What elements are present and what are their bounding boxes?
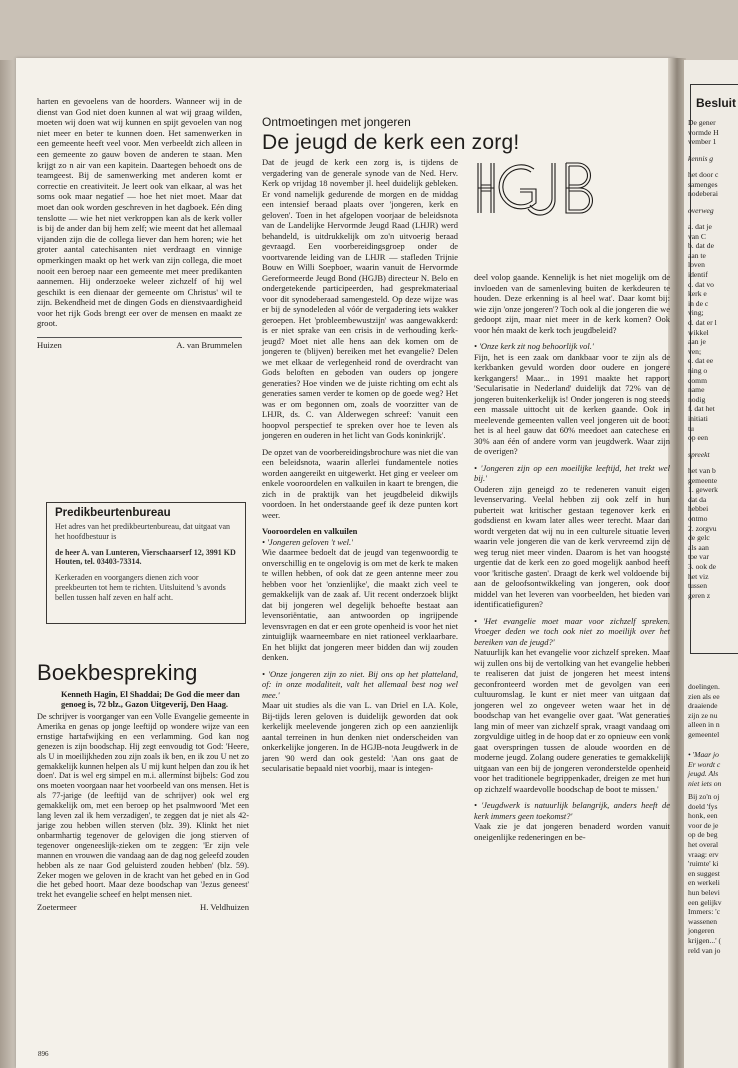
right-page-line: Er wordt c: [688, 759, 721, 769]
article-headline: De jeugd de kerk een zorg!: [262, 131, 520, 154]
predikbeurten-box: [46, 502, 246, 624]
article-intro-paragraph: Dat de jeugd de kerk een zorg is, is tijdens de vergadering van de generale synode van de Ned. Herv. Kerk op vrijdag 18 november jl. heel duidelijk gebleken. Er vond namelijk gedurende de morgen en de middag een intensief beraad plaats over 'jongeren, kerk en geloven'. Toen in het afgelopen voorjaar de beleidsnota van de Landelijke Hervormde Jeugd Raad (LHJR) werd behandeld, is uitdrukkelijk om zo'n uitvoerig beraad gevraagd. Een voorbereidingsgroep onder de voortvarende leiding van de LHJR — stafleden Trijnie Bouw en Willi Soepboer, waarin vanuit de Hervormde Gereformeerde Jeugd Bond (HGJB) directeur N. Belo en ondergetekende participeerden, had gesprekmateriaal voor dit synodeberaad samengesteld. Op deze wijze was er bij de synodeleden al vóór de vergadering iets wakker geroepen. Het 'probleembewustzijn' was aangewakkerd: is er niet sprake van een crisis in de verhouding kerk-jeugd? Moet niet alle hens aan dek komen om de jongeren te (blijven) bereiken met het evangelie? Delen we met elkaar de verlegenheid rond de overdracht van Gods beloften en geboden van ouders op jongere generaties? Hoe vinden we de juiste richting om echt als generaties samen verder te komen op de goede weg? Het was er om begonnen om, zoals de voorzitter van de LHJR, ds. C. van Alderwegen schreef: 'vanuit een hoopvol perspectief te spreken over hoe te leven als jongeren en ouderen in het licht van Gods koninkrijk'.: [262, 157, 458, 440]
article-paragraph: Fijn, het is een zaak om dankbaar voor te zijn als de kerkbanken gevuld worden door oudere en jongere kerkgangers! Maar... in 1991 maakte het rapport 'Secularisatie in Nederland' duidelijk dat 72% van de jongeren buitenkerkelijk is! Onder jongeren is nog steeds een massale uittocht uit de kerken gaande. Ook in meelevende gemeenten vallen veel jongeren uit de boot: het is al heel gauw dat 60% meedoet aan catechese en 30% aan één of andere vorm van jeugdwerk. Waar zijn de overigen?: [474, 351, 670, 456]
right-page-line: 1. gewerk: [688, 485, 718, 495]
predikbeurten-note: Kerkeraden en voorgangers dienen zich voor preekbeurten tot hem te richten. Uitsluitend 's avonds bellen tussen half zeven en half acht.: [55, 573, 226, 602]
right-page-line: voor de je: [688, 820, 719, 830]
right-page-line: identif: [688, 270, 708, 279]
prejudice-quote: • 'Onze jongeren zijn zo niet. Bij ons op het platteland, of: in onze modaliteit, valt het allemaal best nog wel mee.': [262, 668, 458, 700]
review-author: H. Veldhuizen: [199, 902, 249, 913]
right-page-line: vember 1: [688, 137, 717, 147]
right-page-line: ving;: [688, 308, 704, 318]
previous-article-signature: [37, 337, 242, 350]
right-page-line: c. dat vo: [688, 279, 714, 289]
right-page-line: kennis g: [688, 154, 714, 163]
right-page-line: draaiende: [688, 701, 718, 711]
right-page-line: aan je: [688, 337, 706, 347]
right-page-line: spreekt: [688, 450, 710, 459]
right-page-line: f. dat het: [688, 404, 715, 414]
right-page-line: 2. zorgvu: [688, 523, 717, 533]
right-page-fragment: [684, 60, 738, 1068]
right-page-line: op een: [688, 433, 709, 443]
right-page-line: jeugd. Als: [688, 769, 719, 779]
right-page-line: doeld 'fys: [688, 801, 718, 811]
right-page-line: alleen in n: [688, 720, 720, 730]
right-page-line: loven: [688, 260, 705, 270]
right-page-line: gemeentel: [688, 730, 720, 739]
right-page-line: a. dat je: [688, 222, 712, 231]
right-page-line: Immers: 'c: [688, 907, 720, 917]
right-page-line: honk, een: [688, 811, 718, 821]
hgjb-logo: [474, 159, 594, 217]
book-review-text: De schrijver is voorganger van een Volle Evangelie gemeente in Amerika en genas op jonge leeftijd op wondere wijze van een ernstige hartafwijking en een verlamming. God kan nog genezen is zijn boodschap. Hij zegt eenvoudig tot God: 'Heere, als U in moeilijkheden zou zijn zoals ik ben, en ik zou U net zo gemakkelijk kunnen helpen als U mij kunt helpen dan zou ik het doen'. Dat is wel erg simpel en m.i. allermínst bijbels: God zou ons moeten voorgaan naar het voorbeeld van ons mensen. Het is als 77-jarige (de leeftijd van de schrijver) ook wel erg gemakkelijk om, met een beroep op het psalmwoord 'Met een lang leven zal ik hem verzadigen', te zeggen dat je niet als 42-jarige zou hebben willen sterven (blz. 39). Klinkt het niet onbarmhartig tegenover de gelovigen die jong stierven of tegenover ongeneeslijk-zieken om te zeggen: 'Er zijn vele mannen en vrouwen die vandaag aan de dag nog geleefd zouden hebben als ze naar God geluisterd zouden hebben' (blz. 59). Zeker mogen we geloven in de kracht van het gebed en in God die het gebed hoort. Maar deze boodschap van 'Jezus geneest' trekt het evangelie scheef en helpt mensen niet.: [37, 712, 249, 900]
article-column-1: [262, 157, 458, 774]
right-page-line: gemeente: [688, 475, 718, 485]
prejudice-quote: • 'Jongeren zijn op een moeilijke leeftijd, het trekt wel bij.': [474, 462, 670, 483]
article-paragraph: deel volop gaande. Kennelijk is het niet mogelijk om de invloeden van de samenleving buiten de kerkdeuren te houden. Deze erkenning is al heel wat'. Daar komt bij: wie zijn 'onze jongeren'? Toch ook al die jongeren die we gedoopt zijn, maar niet meer in de kerk komen? Ook voor hén maakt de kerk toch jeugdbeleid?: [474, 272, 670, 335]
right-page-line: tu: [688, 423, 694, 433]
right-page-line: tussen: [688, 581, 707, 591]
right-page-line: De gener: [688, 118, 716, 127]
right-page-line: jongeren: [688, 926, 715, 936]
right-page-line: ontmo: [688, 514, 708, 523]
article-paragraph: Ouderen zijn geneigd zo te redeneren vanuit eigen levenservaring. Veelal hebben zij ook zelf in hun puberteit wat kritischer gestaan tegenover kerk en godsdienst en kwam later alles weer terecht. Maar dan wordt vergeten dat wij nu in een culturele situatie leven waarin vele jongeren die van de kerk vervreemd zijn de weg terug niet meer vinden. Daarom is het van hoogste urgentie dat de kerk een zo goed mogelijk aanbod heeft voor 'kritische gasten'. Draagt de kerk wel voldoende bij aan de geloofsontwikkeling van jongeren, ook door middel van het leveren van voorbeelden, het bieden van identificatiefiguren?: [474, 483, 670, 609]
book-reference: Kenneth Hagin, El Shaddai; De God die meer dan genoeg is, 72 blz., Gazon Uitgeverij, Den Haag.: [61, 690, 240, 709]
article-paragraph: De opzet van de voorbereidingsbrochure was niet die van een beleidsnota, waarin allerlei fundamentele noties worden aangereikt en uitgewerkt. Het ging er veeleer om enkele vooroordelen en valkuilen in kaart te brengen, die zich in de praktijk van het jeugdbeleid dikwijls voordoen. In het onderstaande geef ik deze punten kort weer.: [262, 446, 458, 520]
right-page-line: nodig: [688, 394, 706, 404]
right-page-line: • 'Maar jo: [688, 750, 719, 759]
right-page-line: d. dat er l: [688, 318, 717, 327]
right-page-line: ning o: [688, 366, 708, 375]
right-page-line: samenges: [688, 179, 718, 189]
right-page-line: reld van jo: [688, 945, 721, 955]
right-page-line: vraag: erv: [688, 849, 719, 859]
right-page-line: en suggest: [688, 868, 720, 878]
right-page-line: een gelijkv: [688, 897, 722, 907]
article-paragraph: Maar uit studies als die van L. van Driel en I.A. Kole, Bij-tijds leren geloven is duidelijk geworden dat ook kerkelijk meelevende jongeren zich op een aanzienlijk aantal terreinen in hun denken niet onderscheiden van onkerkelijke jongeren. In de HGJB-nota Jeugdwerk in de jaren '90 werd dan ook gesteld: 'Aan ons gaat de secularisatie bepaald niet voorbij, maar is integen-: [262, 700, 458, 773]
boekbespreking-section: [37, 660, 249, 912]
predikbeurten-title: Predikbeurtenbureau: [55, 507, 171, 519]
right-page-line: wassenen: [688, 916, 718, 926]
right-page-line: niet iets on: [688, 778, 722, 788]
article-subheading: Vooroordelen en valkuilen: [262, 526, 358, 536]
previous-article-text: harten en gevoelens van de hoorders. Wanneer wij in de dienst van God niet doen kunnen al wat wij graag wilden, moeten wij doen wat wij kunnen en spijt gevoelen van nog niet meer en beter te kunnen doen. Het samenwerken in een gemeente heeft veel voor. Men verbeeldt zich alleen in een gemeente zo gauw boven de anderen te staan. Men krijgt zo n air van een kapitein. Daartegen behoedt ons de teamgeest. Bij de samenwerking met anderen komt er correctie en creativiteit. Je leert ook van elkaar, al was het soms ook maar negatief — hoe het niet moet. Maar dat moet dan ook worden geschreven in het dagboek. Eén ding tenslotte — wie het niet verkroppen kan als de kerk voller is bij de ander dan bij hem zelf; wie meent dat het allemaal vijanden zijn die de collega liever dan hem horen; wie het groter aantal catechisanten niet verdraagt en vinnige opmerkingen maakt op het werk van zijn collega, die moet nooit een beroep naar een gemeente met meer predikanten aannemen. Hij onderzoeke weleer zichzelf of hij wel geschikt is een dienaar der gemeente om Christus' wil te zijn. Bekendheid met de dingen Gods en dienstvaardigheid voor het rijk Gods brengt eer over de mensen en maakt ze groot.: [37, 96, 242, 329]
right-page-line: wikkel: [688, 327, 709, 337]
prejudice-quote: • 'Het evangelie moet maar voor zichzelf spreken. Vroeger deden we toch ook niet zo moeilijk over het bereiken van de jeugd?': [474, 615, 670, 647]
predikbeurten-address: de heer A. van Lunteren, Vierschaarserf 12, 3991 KD Houten, tel. 03403-73314.: [55, 547, 236, 567]
article-column-2: [474, 272, 670, 842]
right-page-line: hebbei: [688, 504, 709, 514]
right-page-line: ven;: [688, 346, 702, 356]
right-page-line: het door c: [688, 170, 719, 179]
prejudice-quote: • 'Jeugdwerk is natuurlijk belangrijk, anders heeft de kerk immers geen toekomst?': [474, 800, 670, 821]
right-page-line: toe var: [688, 552, 709, 562]
previous-article-column: [37, 96, 242, 350]
right-page-line: comm: [688, 375, 707, 385]
right-page-line: Bij zo'n oj: [688, 792, 720, 801]
right-page-line: zijn ze nu: [688, 710, 718, 720]
right-page-line: vormde H: [688, 127, 719, 137]
article-paragraph: Vaak zie je dat jongeren benaderd worden vanuit oneigenlijke redeneringen en be-: [474, 821, 670, 842]
signature-author: A. van Brummelen: [176, 340, 242, 351]
signature-place: Huizen: [37, 340, 62, 351]
right-page-line: 3. ook de: [688, 562, 717, 571]
right-page-line: dat da: [688, 494, 707, 504]
right-page-line: overweg: [688, 206, 714, 215]
page-number: 896: [38, 1050, 49, 1058]
right-page-line: krijgen...' (: [688, 936, 722, 945]
boekbespreking-title: Boekbespreking: [37, 660, 198, 685]
right-page-line: van C: [688, 231, 706, 241]
right-page-line: b. dat de: [688, 241, 714, 251]
right-page-line: op de beg: [688, 830, 718, 840]
right-page-line: kerk e: [688, 289, 707, 299]
book-review-signature: [37, 902, 249, 912]
right-page-line: als aan: [688, 542, 709, 552]
right-page-line: in de c: [688, 298, 709, 308]
right-page-line: name: [688, 385, 705, 395]
right-page-line: initiati: [688, 414, 708, 423]
right-page-line: en werkeli: [688, 878, 720, 888]
predikbeurten-intro: Het adres van het predikbeurtenbureau, dat uitgaat van het hoofdbestuur is: [55, 522, 231, 541]
right-page-line: aan te: [688, 250, 706, 260]
review-place: Zoetermeer: [37, 902, 77, 913]
scan-top-edge: [0, 0, 738, 60]
right-page-line: doelingen.: [688, 682, 720, 691]
resolution-title: Besluit: [696, 96, 737, 110]
right-page-line: e. dat ee: [688, 356, 714, 366]
right-page-line: zien als ee: [688, 691, 720, 701]
article-kicker: Ontmoetingen met jongeren: [262, 115, 411, 129]
right-page-line: hun belevi: [688, 888, 720, 897]
right-page-line: het van b: [688, 466, 716, 475]
right-page-line: de gelc: [688, 533, 710, 543]
right-page-line: geren z: [688, 590, 711, 600]
prejudice-quote: • 'Jongeren geloven 't wel.': [262, 536, 353, 547]
article-paragraph: Wie daarmee bedoelt dat de jeugd van tegenwoordig te onverschillig en te ongelovig is om met de kerk te maken te willen hebben, of ook dat ze geen antenne meer zou hebben voor het 'onzienlijke', die maakt zich veel te gemakkelijk van de zaak af. Uit recent onderzoek blijkt dat bij jongeren wel degelijk behoefte bestaat aan levensoriëntatie, aan antwoorden op ingrijpende levensvragen en dat er een grote openheid is voor het niet zintuiglijk waarneembare en niet rationeel verklaarbare. En het blijkt dat jongeren meer bidden dan wij zouden denken.: [262, 547, 458, 662]
right-page-line: het overal: [688, 840, 719, 849]
prejudice-quote: • 'Onze kerk zit nog behoorlijk vol.': [474, 341, 594, 351]
right-page-line: 'ruimte' ki: [688, 859, 719, 869]
right-page-line: nodeberai: [688, 189, 718, 199]
article-paragraph: Natuurlijk kan het evangelie voor zichzelf spreken. Maar wij zullen ons bij de vertolking van het evangelie hebben te realiseren dat juist de jongeren het meest intens geconfronteerd worden met de gevolgen van een cultuuromslag. Ie kunt er niet meer van uitgaan dat jongeren wel zo ongeveer weten waar het in de boodschap van het evangelie over gaat. 'Wat generaties lang min of meer van zichzelf sprak, vraagt vandaag om zorgvuldige uitleg in de hoop dat er zo opnieuw een vonk gaat overspringen tussen de aloude woorden en de moderne jeugd. Zolang oudere generaties te gemakkelijk uitgaan van een bij de jongeren veronderstelde openheid voor het traditionele begrippenkader, dreigen ze met hun op zichzelf waardevolle boodschap de boot te missen.': [474, 647, 670, 794]
right-page-line: het viz: [688, 571, 709, 581]
